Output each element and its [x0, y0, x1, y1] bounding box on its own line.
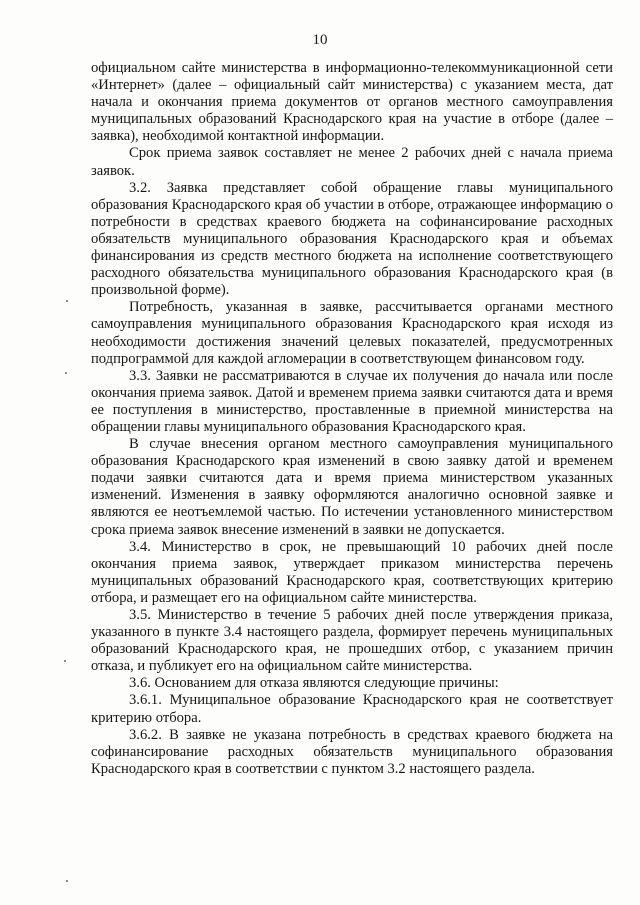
paragraph-deadline: Срок приема заявок составляет не менее 2 рабочих дней с начала приема заявок.: [91, 145, 613, 179]
scan-speck: [66, 300, 68, 302]
scan-speck: [66, 880, 68, 882]
paragraph-need: Потребность, указанная в заявке, рассчитывается органами местного самоуправления муниципального образования Краснодарского края исходя из необходимости достижения значений целевых показателей, предусмотренных подпрограммой для каждой агломерации в соответствующем финансовом году.: [91, 299, 613, 367]
paragraph-3-6: 3.6. Основанием для отказа являются следующие причины:: [129, 675, 499, 692]
scan-speck: [64, 660, 66, 662]
scan-speck: [65, 372, 67, 374]
paragraph-3-3: 3.3. Заявки не рассматриваются в случае их получения до начала или после окончания приема заявок. Датой и временем приема заявки считаются дата и время ее поступления в министерство, проставленные в приемной министерства на обращении главы муниципального образования Краснодарского края.: [91, 367, 613, 435]
paragraph-3-6-2: 3.6.2. В заявке не указана потребность в средствах краевого бюджета на софинансирование расходных обязательств муниципального образования Краснодарского края в соответствии с пунктом 3.2 настоящего раздела.: [91, 726, 613, 777]
paragraph-3-2: 3.2. Заявка представляет собой обращение главы муниципального образования Краснодарского края об участии в отборе, отражающее информацию о потребности в средствах краевого бюджета на софинансирование расходных обязательств муниципального образования Краснодарского края и объемах финансирования из средств местного бюджета на исполнение соответствующего расходного обязательства муниципального образования Краснодарского края (в произвольной форме).: [91, 179, 613, 299]
page-number: 10: [312, 32, 328, 48]
paragraph-3-5: 3.5. Министерство в течение 5 рабочих дней после утверждения приказа, указанного в пункте 3.4 настоящего раздела, формирует перечень муниципальных образований Краснодарского края, не прошедших отбор, с указанием причин отказа, и публикует его на официальном сайте министерства.: [91, 607, 613, 675]
paragraph-3-6-1: 3.6.1. Муниципальное образование Краснодарского края не соответствует критерию отбора.: [91, 692, 613, 726]
document-body: [91, 60, 613, 778]
paragraph-3-4: 3.4. Министерство в срок, не превышающий 10 рабочих дней после окончания приема заявок, утверждает приказом министерства перечень муниципальных образований Краснодарского края, соответствующих критерию отбора, и размещает его на официальном сайте министерства.: [91, 538, 613, 606]
paragraph-continuation: официальном сайте министерства в информационно-телекоммуникационной сети «Интернет» (далее – официальный сайт министерства) с указанием места, дат начала и окончания приема документов от органов местного самоуправления муниципальных образований Краснодарского края на участие в отборе (далее – заявка), необходимой контактной информации.: [91, 60, 613, 145]
paragraph-changes: В случае внесения органом местного самоуправления муниципального образования Краснодарского края изменений в свою заявку датой и временем подачи заявки считаются дата и время приема министерством указанных изменений. Изменения в заявку оформляются аналогично основной заявке и являются ее неотъемлемой частью. По истечении установленного министерством срока приема заявок внесение изменений в заявки не допускается.: [91, 436, 613, 538]
